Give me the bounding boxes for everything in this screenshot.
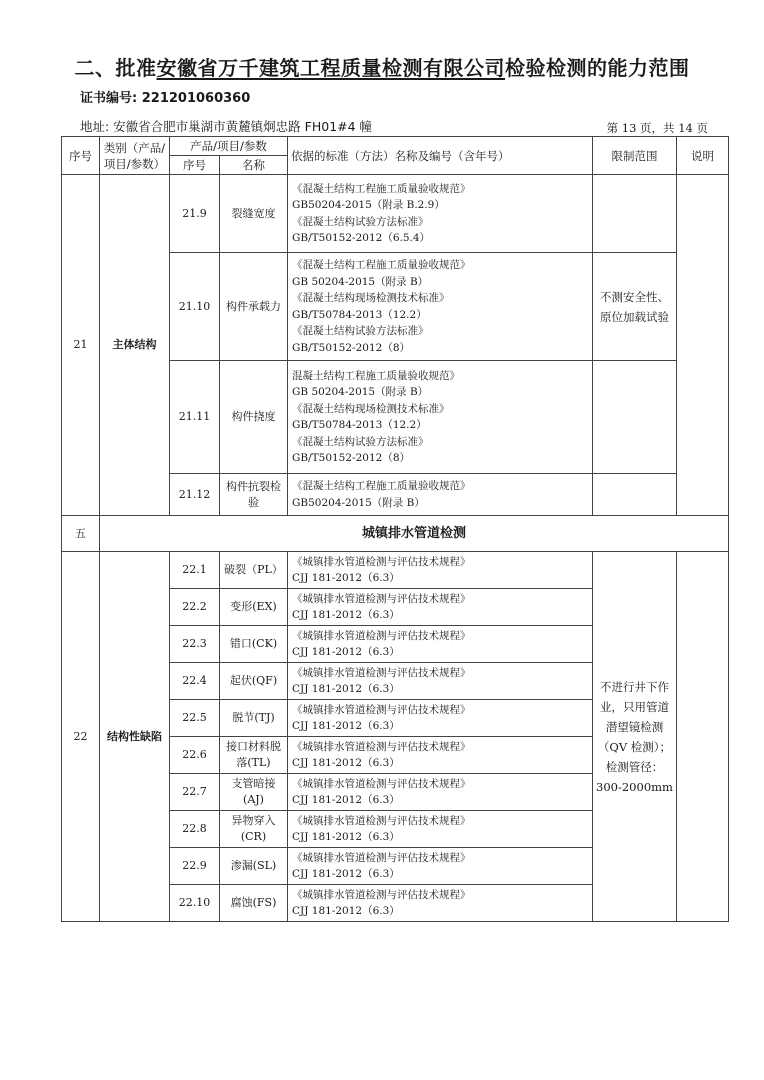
item-name: 构件抗裂检验: [220, 474, 288, 516]
standard-line: GB/T50152-2012（8）: [292, 341, 410, 354]
standard-line: 《城镇排水管道检测与评估技术规程》: [292, 629, 471, 642]
standard-cell: [288, 589, 593, 626]
item-name: 异物穿入(CR): [220, 811, 288, 848]
limit-cell: 不进行井下作业，只用管道潜望镜检测（QV 检测）；检测管径：300-2000mm: [593, 552, 677, 922]
standard-cell: [288, 663, 593, 700]
standard-line: 《混凝土结构现场检测技术标准》: [292, 402, 450, 415]
item-seq: 21.12: [170, 474, 220, 516]
item-seq: 22.4: [170, 663, 220, 700]
standard-line: 《城镇排水管道检测与评估技术规程》: [292, 888, 471, 901]
standard-line: 《混凝土结构工程施工质量验收规范》: [292, 480, 471, 492]
item-name: 变形(EX): [220, 589, 288, 626]
standard-line: 《混凝土结构现场检测技术标准》: [292, 292, 450, 304]
standard-line: 《城镇排水管道检测与评估技术规程》: [292, 851, 471, 864]
standard-line: 《混凝土结构试验方法标准》: [292, 435, 429, 448]
standard-line: CJJ 181-2012（6.3）: [292, 609, 400, 621]
header-category: 类别（产品/项目/参数）: [100, 137, 170, 175]
standard-cell: [288, 811, 593, 848]
table-row: [62, 552, 729, 589]
standard-cell: [288, 737, 593, 774]
item-name: 腐蚀(FS): [220, 885, 288, 922]
standard-line: 《城镇排水管道检测与评估技术规程》: [292, 592, 471, 605]
item-seq: 22.3: [170, 626, 220, 663]
note-cell: [677, 175, 729, 516]
capability-table: [61, 136, 729, 922]
standard-line: 《城镇排水管道检测与评估技术规程》: [292, 703, 471, 716]
standard-cell: [288, 253, 593, 361]
standard-line: CJJ 181-2012（6.3）: [292, 646, 400, 658]
title-prefix: 二、批准: [74, 56, 157, 80]
standard-line: GB50204-2015（附录 B.2.9）: [292, 199, 445, 211]
standard-line: 《城镇排水管道检测与评估技术规程》: [292, 777, 471, 790]
title-org: 安徽省万千建筑工程质量检测有限公司: [156, 56, 505, 80]
address: 地址: 安徽省合肥市巢湖市黄麓镇炯忠路 FH01#4 幢: [80, 119, 373, 134]
standard-cell: [288, 848, 593, 885]
item-seq: 21.9: [170, 175, 220, 253]
standard-cell: [288, 885, 593, 922]
limit-cell: 不测安全性、原位加载试验: [593, 253, 677, 361]
certificate-number: 证书编号: 221201060360: [80, 91, 251, 106]
item-seq: 22.2: [170, 589, 220, 626]
page-number: 第 13 页，共 14 页: [606, 121, 708, 135]
standard-line: GB/T50152-2012（6.5.4）: [292, 232, 431, 244]
item-seq: 22.10: [170, 885, 220, 922]
header-product-group: 产品/项目/参数: [170, 137, 288, 156]
table-row: [62, 175, 729, 253]
header-standard: 依据的标准（方法）名称及编号（含年号）: [288, 137, 593, 175]
header-seq: 序号: [62, 137, 100, 175]
item-seq: 22.8: [170, 811, 220, 848]
standard-line: GB 50204-2015（附录 B）: [292, 275, 429, 288]
standard-line: 《混凝土结构工程施工质量验收规范》: [292, 259, 471, 271]
standard-line: GB/T50152-2012（8）: [292, 452, 410, 464]
standard-line: 《城镇排水管道检测与评估技术规程》: [292, 555, 471, 568]
standard-cell: [288, 626, 593, 663]
standard-line: 《城镇排水管道检测与评估技术规程》: [292, 740, 471, 753]
header-limit: 限制范围: [593, 137, 677, 175]
standard-cell: [288, 774, 593, 811]
item-name: 构件挠度: [220, 361, 288, 474]
note-cell: [677, 552, 729, 922]
limit-cell-empty: [593, 175, 677, 253]
standard-line: 《混凝土结构工程施工质量验收规范》: [292, 182, 471, 195]
section-seq: 五: [62, 516, 100, 552]
standard-line: 《城镇排水管道检测与评估技术规程》: [292, 814, 471, 827]
standard-cell: [288, 552, 593, 589]
standard-line: 《混凝土结构试验方法标准》: [292, 215, 429, 228]
item-name: 裂缝宽度: [220, 175, 288, 253]
section-title: 城镇排水管道检测: [100, 516, 729, 552]
item-name: 破裂（PL）: [220, 552, 288, 589]
standard-line: CJJ 181-2012（6.3）: [292, 831, 400, 843]
standard-cell: [288, 175, 593, 253]
standard-line: CJJ 181-2012（6.3）: [292, 868, 400, 880]
standard-line: CJJ 181-2012（6.3）: [292, 905, 400, 917]
item-name: 渗漏(SL): [220, 848, 288, 885]
item-seq: 22.7: [170, 774, 220, 811]
standard-line: GB/T50784-2013（12.2）: [292, 419, 427, 431]
section-row: [62, 516, 729, 552]
group-category: 结构性缺陷: [100, 552, 170, 922]
limit-cell-empty: [593, 361, 677, 474]
standard-cell: [288, 361, 593, 474]
page-title: [0, 52, 764, 81]
standard-line: GB50204-2015（附录 B）: [292, 496, 425, 509]
header-note: 说明: [677, 137, 729, 175]
item-seq: 21.10: [170, 253, 220, 361]
item-seq: 21.11: [170, 361, 220, 474]
title-suffix: 检验检测的能力范围: [505, 56, 690, 80]
item-name: 构件承载力: [220, 253, 288, 361]
standard-line: CJJ 181-2012（6.3）: [292, 757, 400, 769]
standard-line: CJJ 181-2012（6.3）: [292, 683, 400, 695]
item-name: 脱节(TJ): [220, 700, 288, 737]
group-seq: 22: [62, 552, 100, 922]
item-seq: 22.1: [170, 552, 220, 589]
standard-line: GB/T50784-2013（12.2）: [292, 308, 427, 321]
item-seq: 22.5: [170, 700, 220, 737]
item-name: 接口材料脱落(TL): [220, 737, 288, 774]
group-category: 主体结构: [100, 175, 170, 516]
item-name: 支管暗接(AJ): [220, 774, 288, 811]
standard-line: 混凝土结构工程施工质量验收规范》: [292, 369, 460, 382]
group-seq: 21: [62, 175, 100, 516]
limit-cell-empty: [593, 474, 677, 516]
standard-line: CJJ 181-2012（6.3）: [292, 794, 400, 806]
item-name: 起伏(QF): [220, 663, 288, 700]
standard-line: CJJ 181-2012（6.3）: [292, 720, 400, 732]
standard-cell: [288, 700, 593, 737]
header-sub-seq: 序号: [170, 156, 220, 175]
standard-line: GB 50204-2015（附录 B）: [292, 386, 429, 398]
standard-line: 《混凝土结构试验方法标准》: [292, 325, 429, 337]
standard-cell: [288, 474, 593, 516]
header-name: 名称: [220, 156, 288, 175]
item-seq: 22.9: [170, 848, 220, 885]
item-seq: 22.6: [170, 737, 220, 774]
standard-line: CJJ 181-2012（6.3）: [292, 572, 400, 584]
standard-line: 《城镇排水管道检测与评估技术规程》: [292, 666, 471, 679]
item-name: 错口(CK): [220, 626, 288, 663]
